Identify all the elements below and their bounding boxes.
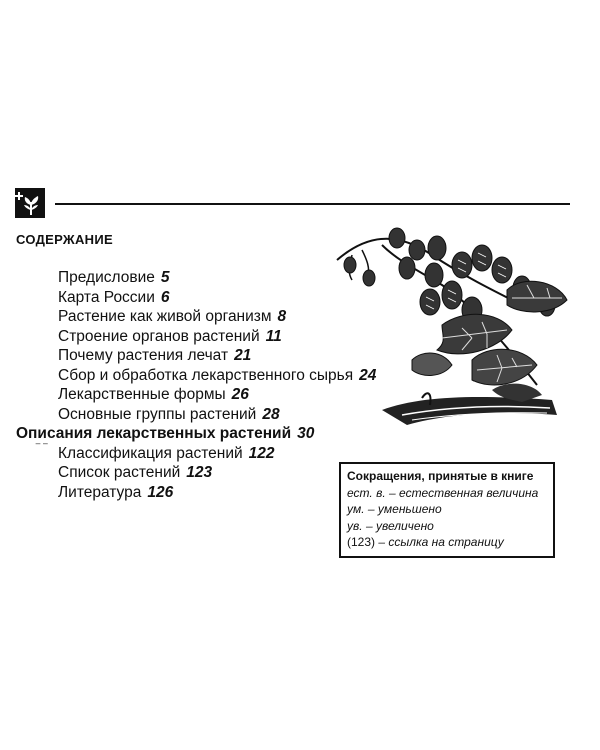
toc-entry-title: Сбор и обработка лекарственного сырья [58,366,354,384]
abbreviation-definition: – увеличено [365,518,434,533]
toc-entry-title: Растение как живой организм [58,308,272,325]
toc-entry-title: Литература [58,483,142,501]
toc-entry-title: Основные группы растений [58,405,257,423]
abbreviation-definition: – естественная величина [389,485,539,500]
toc-entry-title: Почему растения лечат [58,347,229,364]
toc-entry-page: 30 [297,425,315,442]
toc-entry-page: 122 [248,444,275,462]
abbreviation-term: ум. [347,502,365,516]
toc-entry [58,483,173,503]
toc-entry-title: Лекарственные формы [58,386,226,403]
plant-cross-logo-icon [15,188,45,218]
toc-entry-page: 26 [231,386,249,403]
toc-entry-title: Классификация растений [58,444,243,462]
abbreviation-term: (123) [347,535,376,549]
toc-entry [58,346,251,366]
abbreviations-box [339,462,555,558]
toc-entry-page: 123 [186,464,213,481]
abbreviation-term: ест. в. [347,485,386,500]
toc-entry-page: 28 [262,405,280,423]
toc-entry-page: 21 [234,347,252,364]
toc-entry [58,327,282,347]
toc-entry-title: Предисловие [58,269,155,286]
abbreviation-term: ув. [347,518,363,533]
toc-entry-page: 24 [359,366,377,384]
contents-heading: СОДЕРЖАНИЕ [16,232,113,247]
toc-entry-title: Строение органов растений [58,327,260,345]
toc-entry-page: 6 [160,288,170,306]
dash-mark: ‾ ‾ [36,442,48,456]
toc-entry [58,444,275,464]
toc-entry-title: Описания лекарственных растений [16,425,292,442]
toc-section-entry [16,424,314,444]
abbreviation-definition: – ссылка на страницу [378,535,504,549]
toc-entry-page: 11 [265,327,282,345]
header-rule [55,203,570,205]
abbreviation-definition: – уменьшено [367,502,442,516]
toc-entry-title: Карта России [58,288,155,306]
abbreviation-item [347,534,547,551]
toc-entry-title: Список растений [58,464,181,481]
toc-entry [58,288,170,308]
abbreviations-title: Сокращения, принятые в книге [347,469,534,483]
toc-entry-page: 8 [277,308,287,325]
toc-entry [58,405,280,425]
toc-entry [58,385,249,405]
abbreviation-item [347,518,547,535]
toc-entry-page: 126 [147,483,174,501]
toc-entry [58,268,169,288]
abbreviation-item [347,501,547,518]
toc-entry [58,307,286,327]
toc-entry [58,463,212,483]
toc-entry-page: 5 [160,269,170,286]
hop-plant-illustration [322,210,577,455]
abbreviation-item [347,485,547,502]
